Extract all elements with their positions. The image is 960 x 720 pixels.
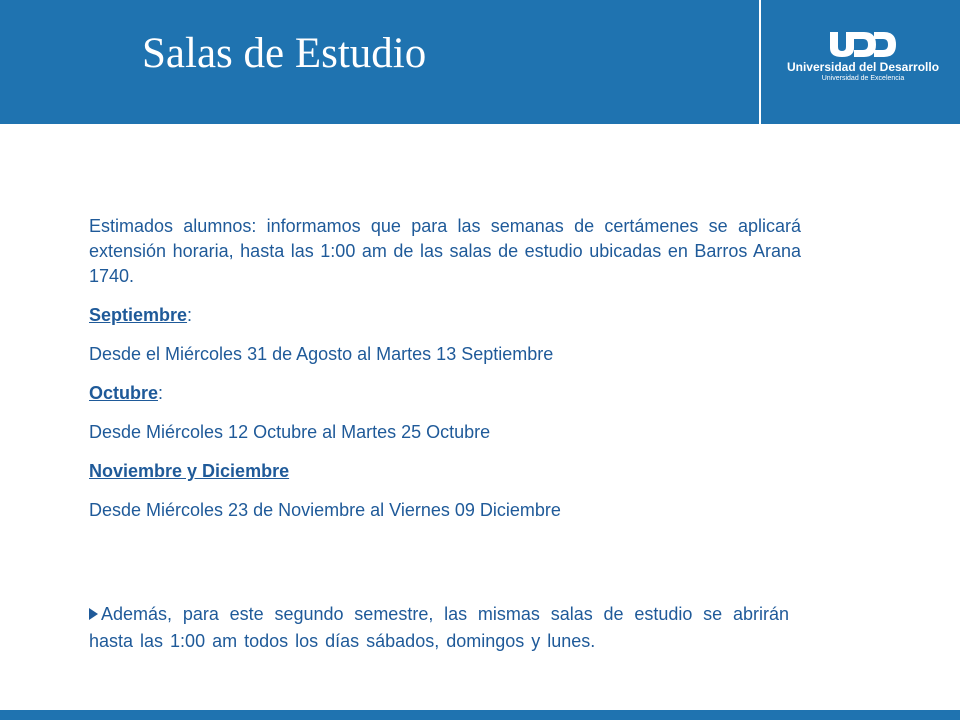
note-text: Además, para este segundo semestre, las mismas salas de estudio se abrirán hasta las 1:00 am todos los días sábados, domingos y lunes. bbox=[89, 604, 789, 651]
period-heading-november-december bbox=[89, 459, 801, 484]
period-month: Octubre bbox=[89, 383, 159, 403]
slide-body bbox=[89, 214, 801, 537]
period-month: Septiembre bbox=[89, 305, 188, 325]
header-divider bbox=[759, 0, 761, 124]
period-month: Noviembre y Diciembre bbox=[89, 461, 290, 481]
udd-logo bbox=[766, 30, 960, 94]
period-heading-september bbox=[89, 303, 801, 328]
period-range-november-december: Desde Miércoles 23 de Noviembre al Viernes 09 Diciembre bbox=[89, 500, 561, 520]
period-range-september: Desde el Miércoles 31 de Agosto al Martes 13 Septiembre bbox=[89, 344, 554, 364]
period-suffix: : bbox=[158, 383, 164, 403]
university-tagline: Universidad de Excelencia bbox=[821, 75, 905, 82]
slide-title: Salas de Estudio bbox=[142, 30, 427, 77]
period-heading-october bbox=[89, 381, 801, 406]
university-name: Universidad del Desarrollo bbox=[786, 60, 940, 74]
footer-bar bbox=[0, 710, 960, 720]
intro-paragraph: Estimados alumnos: informamos que para las semanas de certámenes se aplicará extensión horaria, hasta las 1:00 am de las salas de estudio ubicadas en Barros Arana 1740. bbox=[89, 216, 801, 286]
triangle-bullet-icon bbox=[89, 608, 98, 620]
header-bar bbox=[0, 0, 960, 124]
period-range-october: Desde Miércoles 12 Octubre al Martes 25 Octubre bbox=[89, 422, 491, 442]
note-paragraph bbox=[89, 601, 789, 655]
period-suffix: : bbox=[187, 305, 193, 325]
udd-wordmark-icon bbox=[828, 30, 898, 58]
